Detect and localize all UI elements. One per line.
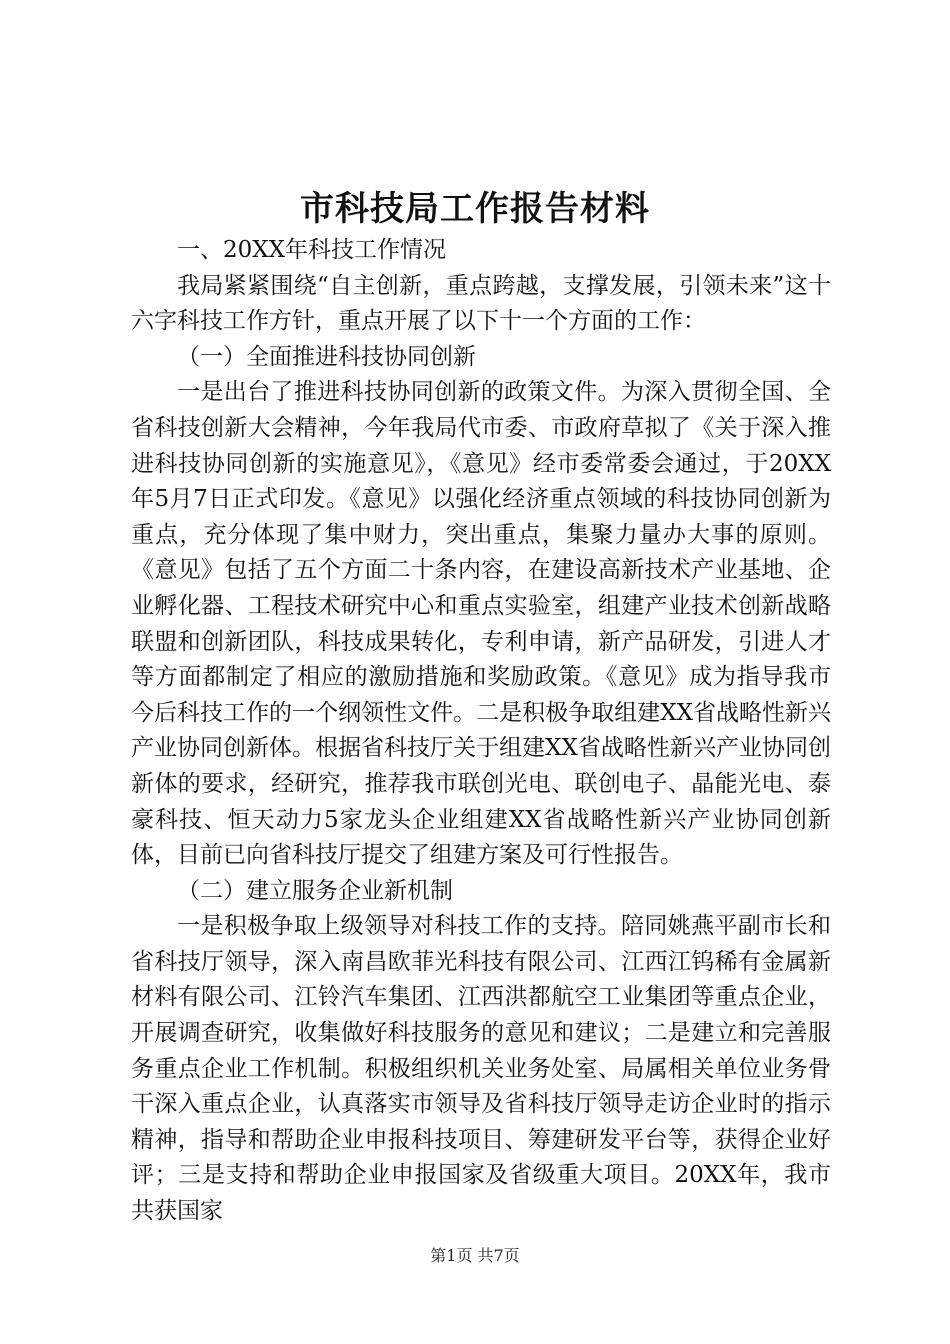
document-title: 市科技局工作报告材料	[300, 189, 650, 229]
document-body	[131, 233, 831, 1230]
subsection-heading-2: （二）建立服务企业新机制	[177, 877, 453, 904]
paragraph-service: 一是积极争取上级领导对科技工作的支持。陪同姚燕平副市长和省科技厅领导，深入南昌欧菲光科技有限公司、江西江钨稀有金属新材料有限公司、江铃汽车集团、江西洪都航空工业集团等重点企业，开展调查研究，收集做好科技服务的意见和建议；二是建立和完善服务重点企业工作机制。积极组织机关业务处室、局属相关单位业务骨干深入重点企业，认真落实市领导及省科技厅领导走访企业时的指示精神，指导和帮助企业申报科技项目、筹建研发平台等，获得企业好评；三是支持和帮助企业申报国家及省级重大项目。20XX年，我市共获国家	[131, 913, 831, 1225]
paragraph-innovation: 一是出台了推进科技协同创新的政策文件。为深入贯彻全国、全省科技创新大会精神，今年我局代市委、市政府草拟了《关于深入推进科技协同创新的实施意见》，《意见》经市委常委会通过，于20XX年5月7日正式印发。《意见》以强化经济重点领域的科技协同创新为重点，充分体现了集中财力，突出重点，集聚力量办大事的原则。《意见》包括了五个方面二十条内容，在建设高新技术产业基地、企业孵化器、工程技术研究中心和重点实验室，组建产业技术创新战略联盟和创新团队，科技成果转化，专利申请，新产品研发，引进人才等方面都制定了相应的激励措施和奖励政策。《意见》成为指导我市今后科技工作的一个纲领性文件。二是积极争取组建XX省战略性新兴产业协同创新体。根据省科技厅关于组建XX省战略性新兴产业协同创新体的要求，经研究，推荐我市联创光电、联创电子、晶能光电、泰豪科技、恒天动力5家龙头企业组建XX省战略性新兴产业协同创新体，目前已向省科技厅提交了组建方案及可行性报告。	[131, 379, 831, 869]
page-footer: 第1页 共7页	[430, 1246, 520, 1265]
paragraph-intro: 我局紧紧围绕“自主创新，重点跨越，支撑发展，引领未来”这十六字科技工作方针，重点开展了以下十一个方面的工作：	[131, 272, 831, 335]
section-heading-1: 一、20XX年科技工作情况	[177, 237, 447, 263]
subsection-heading-1: （一）全面推进科技协同创新	[177, 343, 476, 370]
